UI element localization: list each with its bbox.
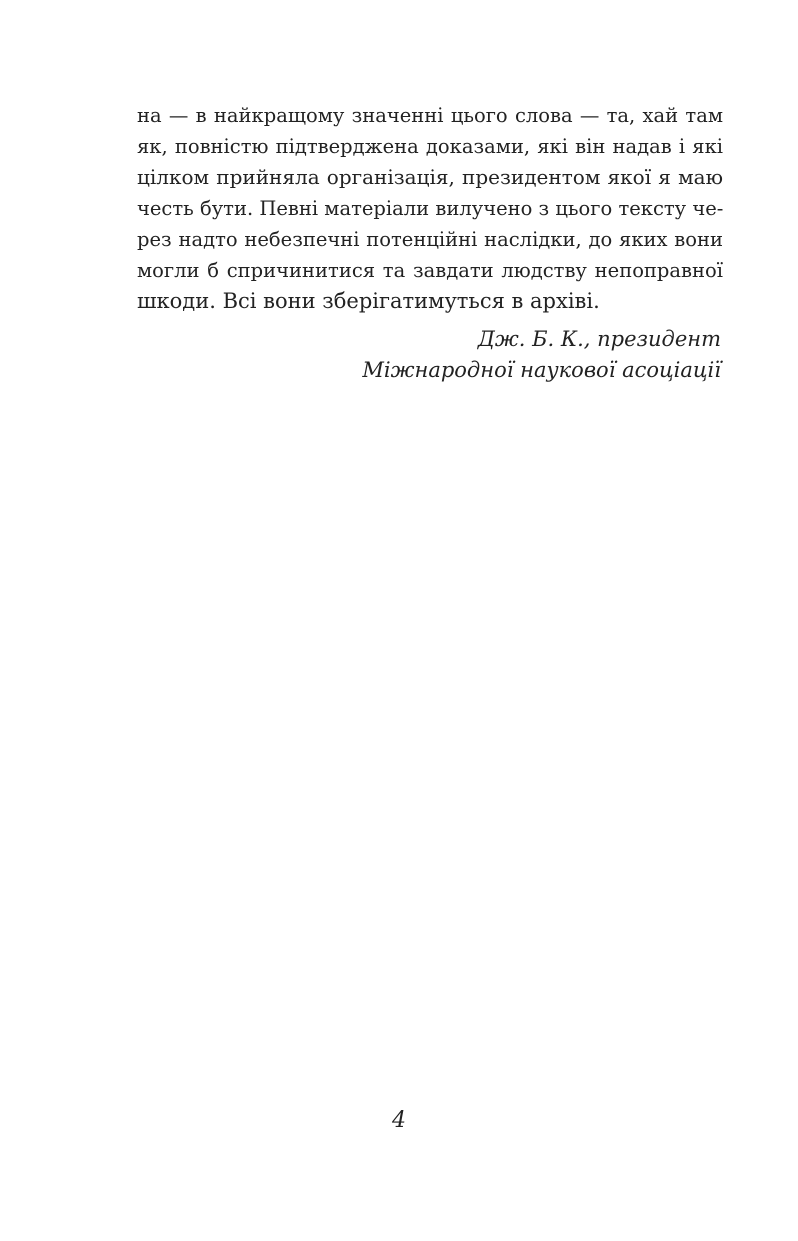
body-line: рез надто небезпечні потенційні наслідки, до яких вони (137, 228, 723, 251)
body-line: шкоди. Всі вони зберігатимуться в архіві. (137, 289, 600, 313)
body-line: честь бути. Певні матеріали вилучено з цього тексту че- (137, 197, 724, 220)
body-line: на — в найкращому значенні цього слова — та, хай там (137, 104, 723, 127)
signature-block (362, 324, 721, 386)
body-paragraph (137, 100, 723, 317)
signature-organization: Міжнародної наукової асоціації (362, 358, 721, 382)
signature-name: Дж. Б. К., президент (477, 327, 721, 351)
body-line: як, повністю підтверджена доказами, які він надав і які (137, 135, 723, 158)
body-line: цілком прийняла організація, президентом якої я маю (137, 165, 723, 189)
body-line: могли б спричинитися та завдати людству непоправної (137, 259, 723, 282)
page-number: 4 (392, 1108, 406, 1133)
